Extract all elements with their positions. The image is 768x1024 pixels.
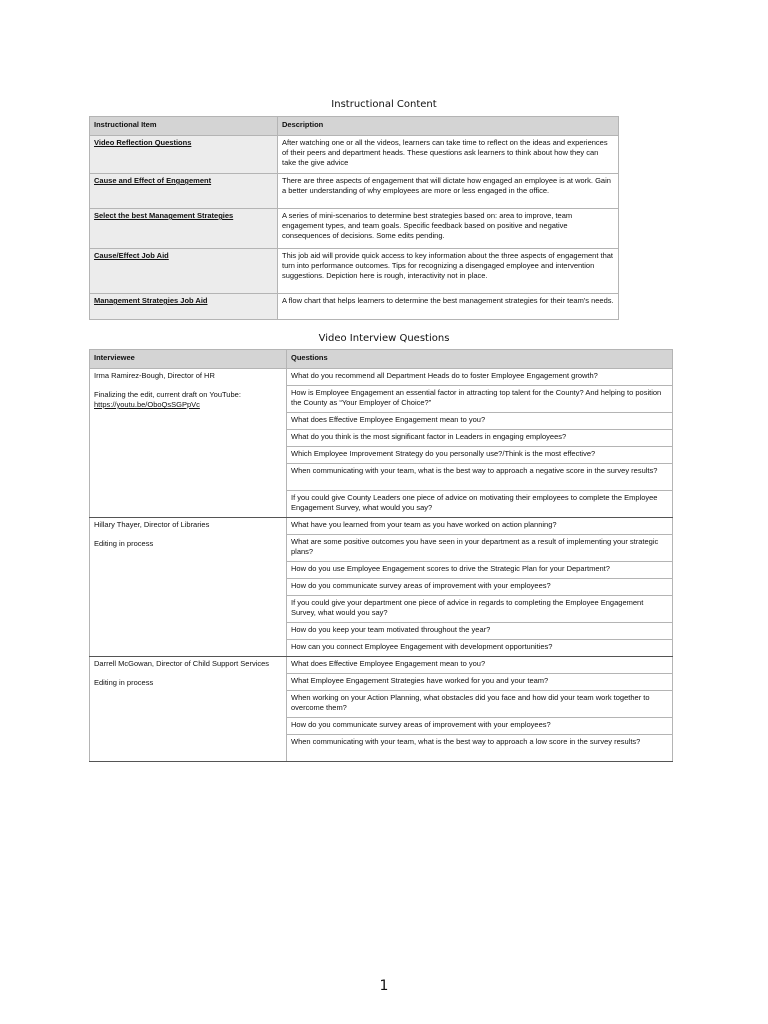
question-cell: How do you communicate survey areas of improvement with your employees? xyxy=(287,718,673,735)
question-cell: What does Effective Employee Engagement mean to you? xyxy=(287,657,673,674)
instructional-content-title: Instructional Content xyxy=(331,99,437,110)
table-row xyxy=(90,174,619,209)
question-cell: How do you keep your team motivated throughout the year? xyxy=(287,623,673,640)
column-header-description: Description xyxy=(278,117,619,136)
interviewee-cell xyxy=(90,518,287,657)
table-header-row xyxy=(90,350,673,369)
table-row xyxy=(90,209,619,249)
question-cell: When working on your Action Planning, what obstacles did you face and how did your team work together to overcome them? xyxy=(287,691,673,718)
table-row xyxy=(90,294,619,320)
youtube-link[interactable]: https://youtu.be/OboQsSGPpVc xyxy=(94,400,200,409)
instructional-item-description: This job aid will provide quick access to key information about the three aspects of engagement that turn into performance outcomes. Tips for recognizing a disengaged employee and intervention suggestions. Depiction here is rough, interactivity not in place. xyxy=(278,249,619,294)
instructional-item-cause-and-effect[interactable]: Cause and Effect of Engagement xyxy=(90,174,278,209)
video-interview-questions-title: Video Interview Questions xyxy=(318,333,450,344)
interviewee-status: Editing in process xyxy=(94,539,154,548)
question-cell: What do you recommend all Department Heads do to foster Employee Engagement growth? xyxy=(287,369,673,386)
column-header-instructional-item: Instructional Item xyxy=(90,117,278,136)
question-cell: How can you connect Employee Engagement with development opportunities? xyxy=(287,640,673,657)
table-row xyxy=(90,657,673,674)
question-cell: How do you use Employee Engagement scores to drive the Strategic Plan for your Department? xyxy=(287,562,673,579)
question-cell: When communicating with your team, what is the best way to approach a negative score in the survey results? xyxy=(287,464,673,491)
interviewee-cell xyxy=(90,657,287,762)
question-cell: What does Effective Employee Engagement mean to you? xyxy=(287,413,673,430)
question-cell: When communicating with your team, what is the best way to approach a low score in the survey results? xyxy=(287,735,673,762)
question-cell: Which Employee Improvement Strategy do you personally use?/Think is the most effective? xyxy=(287,447,673,464)
interviewee-name: Irma Ramirez-Bough, Director of HR xyxy=(94,371,215,380)
instructional-item-video-reflection-questions[interactable]: Video Reflection Questions xyxy=(90,136,278,174)
table-row xyxy=(90,369,673,386)
column-header-interviewee: Interviewee xyxy=(90,350,287,369)
instructional-item-description: A series of mini-scenarios to determine best strategies based on: area to improve, team engagement types, and team goals. Specific feedback based on positive and negative consequences of decisions. Some edits pending. xyxy=(278,209,619,249)
interviewee-name: Hillary Thayer, Director of Libraries xyxy=(94,520,210,529)
instructional-item-management-strategies[interactable]: Select the best Management Strategies xyxy=(90,209,278,249)
question-cell: If you could give your department one piece of advice in regards to completing the Employee Engagement Survey, what would you say? xyxy=(287,596,673,623)
interviewee-name: Darrell McGowan, Director of Child Support Services xyxy=(94,659,270,668)
question-cell: How is Employee Engagement an essential factor in attracting top talent for the County? And helping to position the County as “Your Employer of Choice?” xyxy=(287,386,673,413)
instructional-item-description: There are three aspects of engagement that will dictate how engaged an employee is at work. Gain a better understanding of why employees are more or less engaged in the office. xyxy=(278,174,619,209)
interviewee-cell xyxy=(90,369,287,518)
interviewee-status: Finalizing the edit, current draft on YouTube: xyxy=(94,390,241,399)
question-cell: How do you communicate survey areas of improvement with your employees? xyxy=(287,579,673,596)
table-row xyxy=(90,136,619,174)
page-number: 1 xyxy=(379,978,389,994)
instructional-item-description: After watching one or all the videos, learners can take time to reflect on the ideas and experiences of their peers and department heads. These questions ask learners to think about how they can take the give advice xyxy=(278,136,619,174)
question-cell: What do you think is the most significant factor in Leaders in engaging employees? xyxy=(287,430,673,447)
question-cell: What Employee Engagement Strategies have worked for you and your team? xyxy=(287,674,673,691)
video-interview-questions-table xyxy=(89,349,673,762)
interviewee-status: Editing in process xyxy=(94,678,154,687)
table-header-row xyxy=(90,117,619,136)
instructional-item-description: A flow chart that helps learners to determine the best management strategies for their team's needs. xyxy=(278,294,619,320)
table-row xyxy=(90,249,619,294)
table-row xyxy=(90,518,673,535)
column-header-questions: Questions xyxy=(287,350,673,369)
question-cell: What have you learned from your team as you have worked on action planning? xyxy=(287,518,673,535)
instructional-item-cause-effect-job-aid[interactable]: Cause/Effect Job Aid xyxy=(90,249,278,294)
instructional-item-management-strategies-job-aid[interactable]: Management Strategies Job Aid xyxy=(90,294,278,320)
question-cell: If you could give County Leaders one piece of advice on motivating their employees to complete the Employee Engagement Survey, what would you say? xyxy=(287,491,673,518)
question-cell: What are some positive outcomes you have seen in your department as a result of implementing your strategic plans? xyxy=(287,535,673,562)
instructional-content-table xyxy=(89,116,619,320)
